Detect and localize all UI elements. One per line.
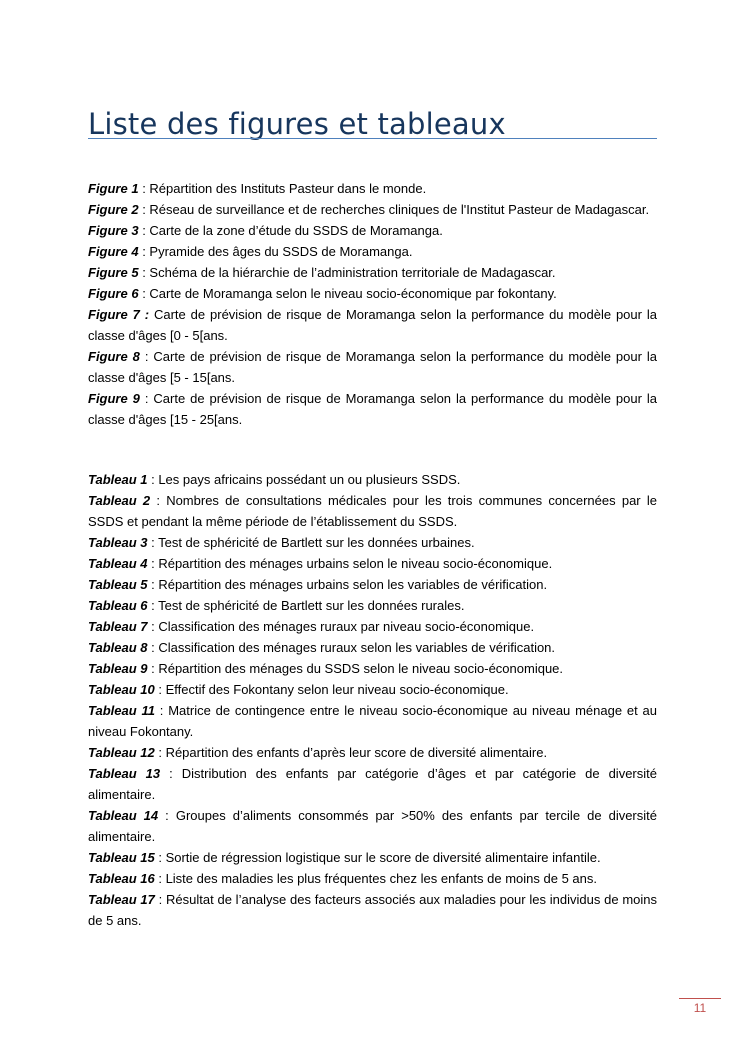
figure-caption: Carte de Moramanga selon le niveau socio-économique par fokontany. xyxy=(149,286,557,301)
figure-entry xyxy=(88,304,657,346)
title-divider xyxy=(88,138,657,139)
table-caption: Répartition des ménages du SSDS selon le niveau socio-économique. xyxy=(158,661,564,676)
table-caption: Sortie de régression logistique sur le score de diversité alimentaire infantile. xyxy=(165,850,601,865)
table-caption: Classification des ménages ruraux selon les variables de vérification. xyxy=(158,640,556,655)
table-caption: Nombres de consultations médicales pour les trois communes concernées par le SSDS et pendant la même période de l’établissement du SSDS. xyxy=(88,493,657,529)
table-label: Tableau 17 xyxy=(88,892,155,907)
figure-label: Figure 6 xyxy=(88,286,139,301)
table-caption: Les pays africains possédant un ou plusieurs SSDS. xyxy=(158,472,461,487)
figure-entry: Figure 4 : Pyramide des âges du SSDS de Moramanga. xyxy=(88,244,413,259)
table-entry: Tableau 1 : Les pays africains possédant un ou plusieurs SSDS. xyxy=(88,472,461,487)
table-label: Tableau 4 xyxy=(88,556,148,571)
table-entry: Tableau 5 : Répartition des ménages urbains selon les variables de vérification. xyxy=(88,577,548,592)
figure-label: Figure 5 xyxy=(88,265,139,280)
figure-caption: Carte de prévision de risque de Moramanga selon la performance du modèle pour la classe d'âges [5 - 15[ans. xyxy=(88,349,657,385)
table-caption: Matrice de contingence entre le niveau socio-économique au niveau ménage et au niveau Fokontany. xyxy=(88,703,658,739)
table-label: Tableau 2 xyxy=(88,493,151,508)
figure-list xyxy=(88,178,657,430)
table-label: Tableau 9 xyxy=(88,661,148,676)
table-caption: Résultat de l’analyse des facteurs associés aux maladies pour les individus de moins de 5 ans. xyxy=(88,892,658,928)
figure-label: Figure 1 xyxy=(88,181,139,196)
figure-entry: Figure 5 : Schéma de la hiérarchie de l’administration territoriale de Madagascar. xyxy=(88,265,556,280)
table-entry: Tableau 11 : Matrice de contingence entre le niveau socio-économique au niveau ménage et au niveau Fokontany. xyxy=(88,703,658,739)
figure-entry: Figure 2 : Réseau de surveillance et de recherches cliniques de l'Institut Pasteur de Madagascar. xyxy=(88,202,650,217)
table-label: Tableau 1 xyxy=(88,472,148,487)
table-entry: Tableau 13 : Distribution des enfants par catégorie d’âges et par catégorie de diversité alimentaire. xyxy=(88,766,657,802)
table-label: Tableau 10 xyxy=(88,682,155,697)
table-caption: Répartition des ménages urbains selon le niveau socio-économique. xyxy=(158,556,553,571)
page-number: 11 xyxy=(693,1001,707,1015)
table-entry: Tableau 2 : Nombres de consultations médicales pour les trois communes concernées par le SSDS et pendant la même période de l’établissement du SSDS. xyxy=(88,493,657,529)
table-entry: Tableau 16 : Liste des maladies les plus fréquentes chez les enfants de moins de 5 ans. xyxy=(88,871,597,886)
table-list xyxy=(88,469,657,931)
figure-label: Figure 2 xyxy=(88,202,139,217)
table-label: Tableau 11 xyxy=(88,703,155,718)
table-label: Tableau 7 xyxy=(88,619,148,634)
figure-caption: Carte de prévision de risque de Moramanga selon la performance du modèle pour la classe d'âges [15 - 25[ans. xyxy=(88,391,657,427)
figure-label: Figure 7 : xyxy=(88,307,150,322)
table-entry: Tableau 7 : Classification des ménages ruraux par niveau socio-économique. xyxy=(88,619,535,634)
table-caption: Distribution des enfants par catégorie d’âges et par catégorie de diversité alimentaire. xyxy=(88,766,657,802)
table-entry: Tableau 9 : Répartition des ménages du SSDS selon le niveau socio-économique. xyxy=(88,661,564,676)
figure-caption: Réseau de surveillance et de recherches cliniques de l'Institut Pasteur de Madagascar. xyxy=(149,202,650,217)
figure-caption: Pyramide des âges du SSDS de Moramanga. xyxy=(149,244,413,259)
table-caption: Classification des ménages ruraux par niveau socio-économique. xyxy=(158,619,535,634)
table-entry: Tableau 17 : Résultat de l’analyse des facteurs associés aux maladies pour les individus de moins de 5 ans. xyxy=(88,892,658,928)
table-entry: Tableau 3 : Test de sphéricité de Bartlett sur les données urbaines. xyxy=(88,535,475,550)
figure-caption: Schéma de la hiérarchie de l’administration territoriale de Madagascar. xyxy=(149,265,556,280)
figure-label: Figure 8 xyxy=(88,349,140,364)
table-caption: Répartition des enfants d’après leur score de diversité alimentaire. xyxy=(165,745,548,760)
table-caption: Test de sphéricité de Bartlett sur les données urbaines. xyxy=(158,535,475,550)
figure-caption: Répartition des Instituts Pasteur dans le monde. xyxy=(149,181,427,196)
table-caption: Liste des maladies les plus fréquentes chez les enfants de moins de 5 ans. xyxy=(165,871,597,886)
table-label: Tableau 3 xyxy=(88,535,148,550)
figure-entry: Figure 9 : Carte de prévision de risque de Moramanga selon la performance du modèle pour la classe d'âges [15 - 25[ans. xyxy=(88,391,657,427)
figure-caption: Carte de prévision de risque de Moramanga selon la performance du modèle pour la classe d'âges [0 - 5[ans. xyxy=(88,307,657,343)
table-caption: Effectif des Fokontany selon leur niveau socio-économique. xyxy=(165,682,509,697)
figure-caption: Carte de la zone d’étude du SSDS de Moramanga. xyxy=(149,223,443,238)
table-entry: Tableau 12 : Répartition des enfants d’après leur score de diversité alimentaire. xyxy=(88,745,548,760)
figure-label: Figure 9 xyxy=(88,391,140,406)
figure-label: Figure 4 xyxy=(88,244,139,259)
table-entry: Tableau 8 : Classification des ménages ruraux selon les variables de vérification. xyxy=(88,640,556,655)
table-entry: Tableau 14 : Groupes d’aliments consommés par >50% des enfants par tercile de diversité alimentaire. xyxy=(88,808,657,844)
table-label: Tableau 15 xyxy=(88,850,155,865)
table-caption: Groupes d’aliments consommés par >50% des enfants par tercile de diversité alimentaire. xyxy=(88,808,657,844)
figure-entry: Figure 8 : Carte de prévision de risque de Moramanga selon la performance du modèle pour la classe d'âges [5 - 15[ans. xyxy=(88,349,657,385)
table-label: Tableau 16 xyxy=(88,871,155,886)
figure-label: Figure 3 xyxy=(88,223,139,238)
page-title: Liste des figures et tableaux xyxy=(88,107,506,142)
table-label: Tableau 6 xyxy=(88,598,148,613)
figure-entry: Figure 1 : Répartition des Instituts Pasteur dans le monde. xyxy=(88,181,427,196)
table-entry: Tableau 6 : Test de sphéricité de Bartlett sur les données rurales. xyxy=(88,598,465,613)
figure-entry: Figure 3 : Carte de la zone d’étude du SSDS de Moramanga. xyxy=(88,223,443,238)
table-label: Tableau 14 xyxy=(88,808,159,823)
page-number-divider xyxy=(679,998,721,999)
table-entry: Tableau 4 : Répartition des ménages urbains selon le niveau socio-économique. xyxy=(88,556,553,571)
table-caption: Test de sphéricité de Bartlett sur les données rurales. xyxy=(158,598,465,613)
table-entry: Tableau 15 : Sortie de régression logistique sur le score de diversité alimentaire infantile. xyxy=(88,850,601,865)
table-label: Tableau 12 xyxy=(88,745,155,760)
table-entry: Tableau 10 : Effectif des Fokontany selon leur niveau socio-économique. xyxy=(88,682,509,697)
table-label: Tableau 8 xyxy=(88,640,148,655)
table-label: Tableau 5 xyxy=(88,577,148,592)
table-label: Tableau 13 xyxy=(88,766,161,781)
figure-entry: Figure 6 : Carte de Moramanga selon le niveau socio-économique par fokontany. xyxy=(88,286,557,301)
table-caption: Répartition des ménages urbains selon les variables de vérification. xyxy=(158,577,548,592)
